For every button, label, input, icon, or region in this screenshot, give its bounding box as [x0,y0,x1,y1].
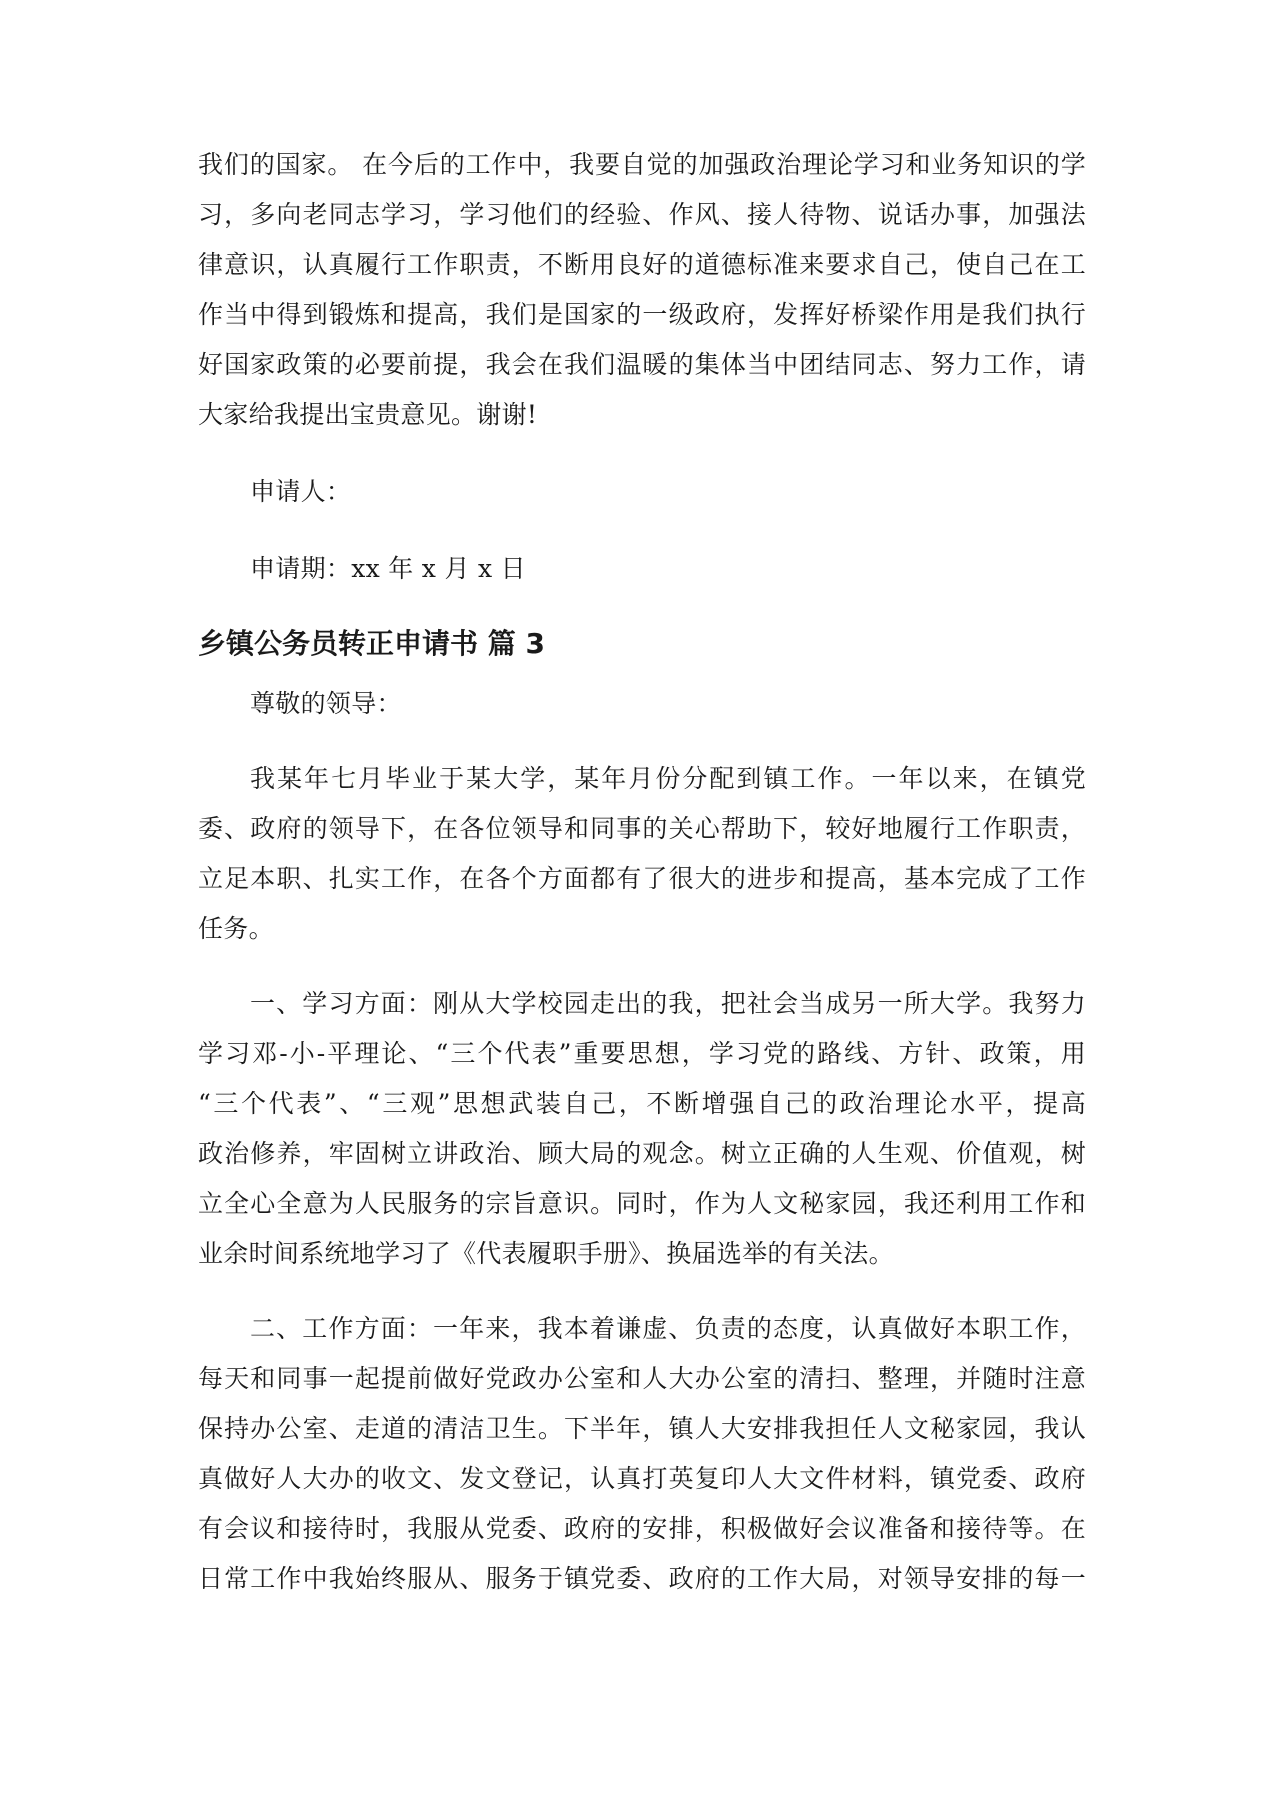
text-line: 政治修养，牢固树立讲政治、顾大局的观念。树立正确的人生观、价值观，树 [198,1139,1086,1168]
text-line: 学习邓-小-平理论、“三个代表”重要思想，学习党的路线、方针、政策，用 [198,1039,1086,1068]
text-line: 二、工作方面：一年来，我本着谦虚、负责的态度，认真做好本职工作， [250,1314,1086,1343]
text-line: 委、政府的领导下，在各位领导和同事的关心帮助下，较好地履行工作职责， [198,814,1086,843]
section-title: 乡镇公务员转正申请书 篇 3 [198,627,545,660]
text-line: 每天和同事一起提前做好党政办公室和人大办公室的清扫、整理，并随时注意 [198,1364,1086,1393]
paragraph-work [198,1304,1086,1604]
document-page [198,140,1086,1604]
text-line: 好国家政策的必要前提，我会在我们温暖的集体当中团结同志、努力工作，请 [198,350,1086,379]
paragraph-intro [198,754,1086,954]
paragraph-study [198,979,1086,1279]
text-line: 保持办公室、走道的清洁卫生。下半年，镇人大安排我担任人文秘家园，我认 [198,1414,1086,1443]
text-line: 一、学习方面：刚从大学校园走出的我，把社会当成另一所大学。我努力 [250,989,1086,1018]
continuation-paragraph [198,140,1086,440]
text-line: 作当中得到锻炼和提高，我们是国家的一级政府，发挥好桥梁作用是我们执行 [198,300,1086,329]
text-line: 有会议和接待时，我服从党委、政府的安排，积极做好会议准备和接待等。在 [198,1514,1086,1543]
text-line: 我们的国家。 在今后的工作中，我要自觉的加强政治理论学习和业务知识的学 [198,150,1086,179]
text-line: 业余时间系统地学习了《代表履职手册》、换届选举的有关法。 [198,1239,894,1268]
text-line: 任务。 [198,914,274,943]
text-line: 习，多向老同志学习，学习他们的经验、作风、接人待物、说话办事，加强法 [198,200,1086,229]
text-line: 我某年七月毕业于某大学，某年月份分配到镇工作。一年以来，在镇党 [250,764,1086,793]
text-line: “三个代表”、“三观”思想武装自己，不断增强自己的政治理论水平，提高 [198,1089,1086,1118]
applicant-label: 申请人： [250,477,352,506]
text-line: 立足本职、扎实工作，在各个方面都有了很大的进步和提高，基本完成了工作 [198,864,1086,893]
text-line: 立全心全意为人民服务的宗旨意识。同时，作为人文秘家园，我还利用工作和 [198,1189,1086,1218]
salutation: 尊敬的领导： [250,689,402,718]
text-line: 日常工作中我始终服从、服务于镇党委、政府的工作大局，对领导安排的每一 [198,1564,1086,1593]
application-date: 申请期：xx 年 x 月 x 日 [250,554,526,583]
text-line: 大家给我提出宝贵意见。谢谢! [198,400,538,429]
text-line: 真做好人大办的收文、发文登记，认真打英复印人大文件材料，镇党委、政府 [198,1464,1086,1493]
text-line: 律意识，认真履行工作职责，不断用良好的道德标准来要求自己，使自己在工 [198,250,1086,279]
